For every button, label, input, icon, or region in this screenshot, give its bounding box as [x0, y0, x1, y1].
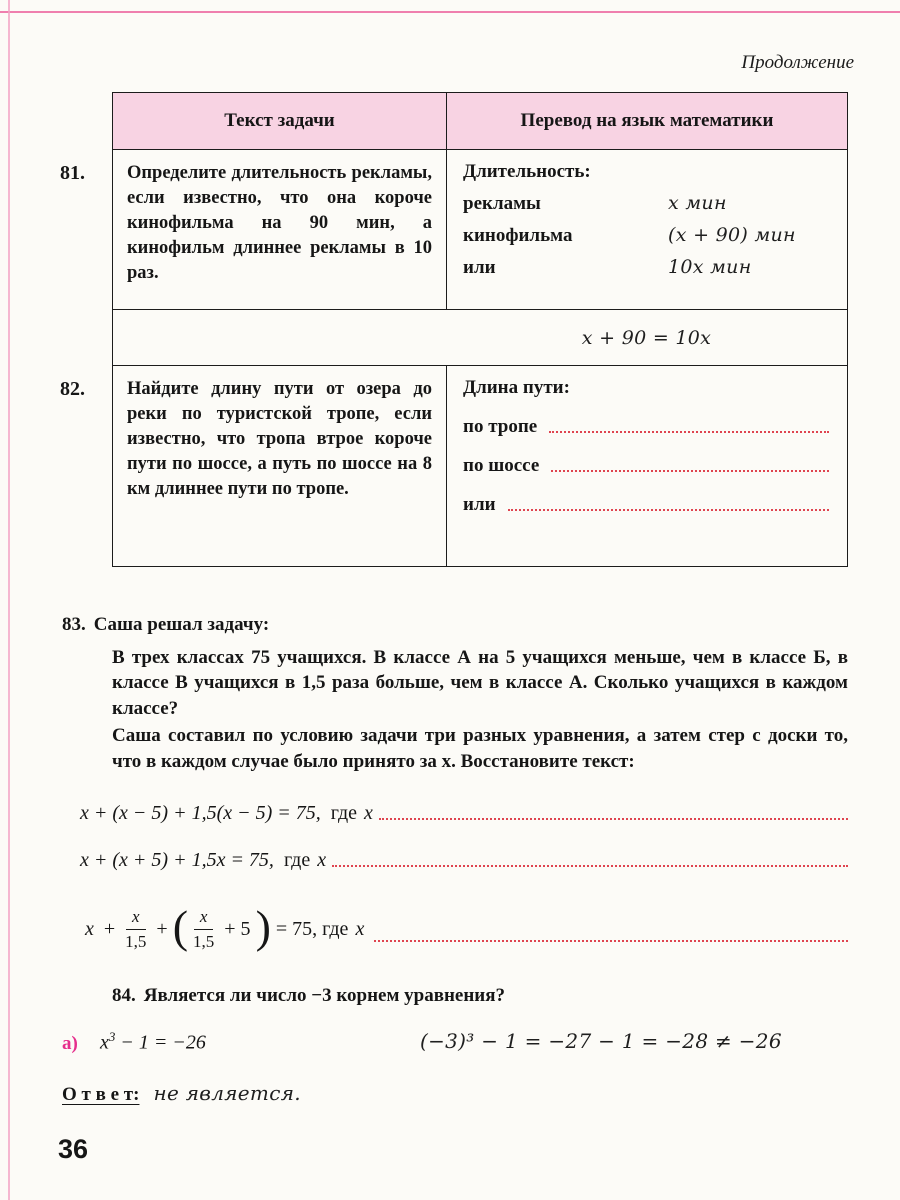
problem-83-intro: Саша решал задачу: [93, 614, 270, 635]
equation-2-formula: x + (x + 5) + 1,5x = 75, [80, 849, 274, 871]
handwritten-equation: x + 90 = 10x [581, 326, 712, 349]
problem-83-statement: В трех классах 75 учащихся. В классе А на 5 учащихся меньше, чем в классе Б, в классе В учащихся в 1,5 раза больше, чем в классе А. Сколько учащихся в каждом классе? [112, 646, 848, 719]
eq3-plus-five: + 5 [224, 917, 251, 940]
translation-line [463, 494, 831, 516]
translation-line [463, 416, 831, 438]
translation-line [463, 256, 831, 279]
answer-dotted-line [549, 431, 829, 433]
line-label: рекламы [463, 193, 541, 214]
translation-title-81: Длительность: [463, 161, 591, 182]
where-variable: x [355, 917, 365, 940]
line-label: по тропе [463, 416, 538, 437]
eq3-tail: = 75, [275, 917, 318, 940]
answer-label: О т в е т: [62, 1083, 140, 1105]
translation-title-82: Длина пути: [463, 377, 570, 398]
table-row-82 [113, 365, 847, 566]
translation-line [463, 192, 831, 215]
problems-table [112, 92, 848, 567]
continuation-label: Продолжение [741, 52, 854, 73]
answer-line [62, 1081, 848, 1106]
fill-in-dotted-line [332, 865, 848, 867]
where-label: где [322, 917, 349, 940]
page-number: 36 [58, 1134, 89, 1164]
where-variable: x [317, 849, 327, 871]
fraction-denominator: 1,5 [193, 931, 215, 951]
where-variable: x [364, 802, 373, 824]
handwritten-value: (x + 90) мин [668, 224, 796, 246]
item-a-label: а) [62, 1032, 78, 1054]
translation-line [463, 455, 831, 477]
line-label: кинофильма [463, 225, 573, 246]
equation-row-81 [113, 309, 847, 365]
problem-84 [62, 985, 848, 1106]
translation-cell-82 [446, 366, 847, 566]
where-label: где [330, 802, 358, 824]
fraction-denominator: 1,5 [125, 931, 147, 951]
handwritten-answer: не является. [153, 1080, 301, 1105]
fraction [193, 906, 214, 952]
eq3-plus: + [103, 917, 116, 940]
answer-dotted-line [508, 509, 829, 511]
problem-81-number: 81. [60, 162, 85, 184]
problem-83-number: 83. [62, 614, 86, 635]
line-label: по шоссе [463, 455, 540, 476]
task-text-81: Определите длительность рекламы, если известно, что она короче кинофильма на 90 мин, а кинофильм длиннее рекламы в 10 раз. [127, 163, 432, 283]
item-a-equation [100, 1029, 206, 1055]
problem-83 [62, 612, 848, 774]
equation-exponent: 3 [108, 1029, 116, 1044]
table-header-task: Текст задачи [224, 110, 335, 131]
top-margin-line [0, 11, 900, 13]
task-text-82: Найдите длину пути от озера до реки по туристской тропе, если известно, что тропа втрое короче пути по шоссе, а путь по шоссе на 8 км длиннее пути по тропе. [127, 379, 432, 499]
equation-2 [80, 849, 848, 872]
right-parenthesis: ) [255, 901, 271, 953]
translation-line [463, 224, 831, 247]
problem-83-heading [62, 612, 848, 638]
problem-84-item-a [62, 1029, 848, 1055]
equation-1 [80, 802, 848, 825]
eq3-term: x [85, 917, 94, 940]
fraction-numerator: x [194, 906, 214, 929]
table-header-row [113, 93, 847, 149]
problem-84-question-text: Является ли число −3 корнем уравнения? [143, 985, 506, 1006]
equation-base: x [100, 1031, 109, 1054]
fraction [125, 906, 146, 952]
line-label: или [463, 494, 496, 515]
handwritten-value: x мин [668, 192, 727, 214]
left-parenthesis: ( [172, 901, 189, 953]
table-header-translation: Перевод на язык математики [446, 93, 847, 149]
problem-84-question [112, 985, 848, 1007]
problem-84-number: 84. [112, 985, 136, 1006]
fill-in-dotted-line [374, 940, 848, 942]
line-label: или [463, 257, 496, 278]
where-label: где [283, 849, 311, 871]
answer-dotted-line [551, 470, 829, 472]
fill-in-dotted-line [379, 818, 848, 820]
fraction-numerator: x [126, 906, 146, 929]
problem-83-note: Саша составил по условию задачи три разных уравнения, а затем стер с доски то, что в каждом случае было принято за x. Восстановите текст: [112, 725, 848, 772]
handwritten-work: (−3)³ − 1 = −27 − 1 = −28 ≠ −26 [420, 1029, 782, 1053]
handwritten-value: 10x мин [668, 256, 752, 278]
problem-82-number: 82. [60, 378, 85, 400]
equation-rest: − 1 = −26 [115, 1031, 206, 1054]
equation-1-formula: x + (x − 5) + 1,5(x − 5) = 75, [80, 802, 321, 824]
equation-3 [80, 896, 848, 962]
table-row-81 [113, 149, 847, 309]
translation-cell-81 [446, 150, 847, 309]
problem-83-equations [80, 802, 848, 962]
left-margin-line [8, 0, 10, 1200]
eq3-plus: + [156, 917, 168, 940]
